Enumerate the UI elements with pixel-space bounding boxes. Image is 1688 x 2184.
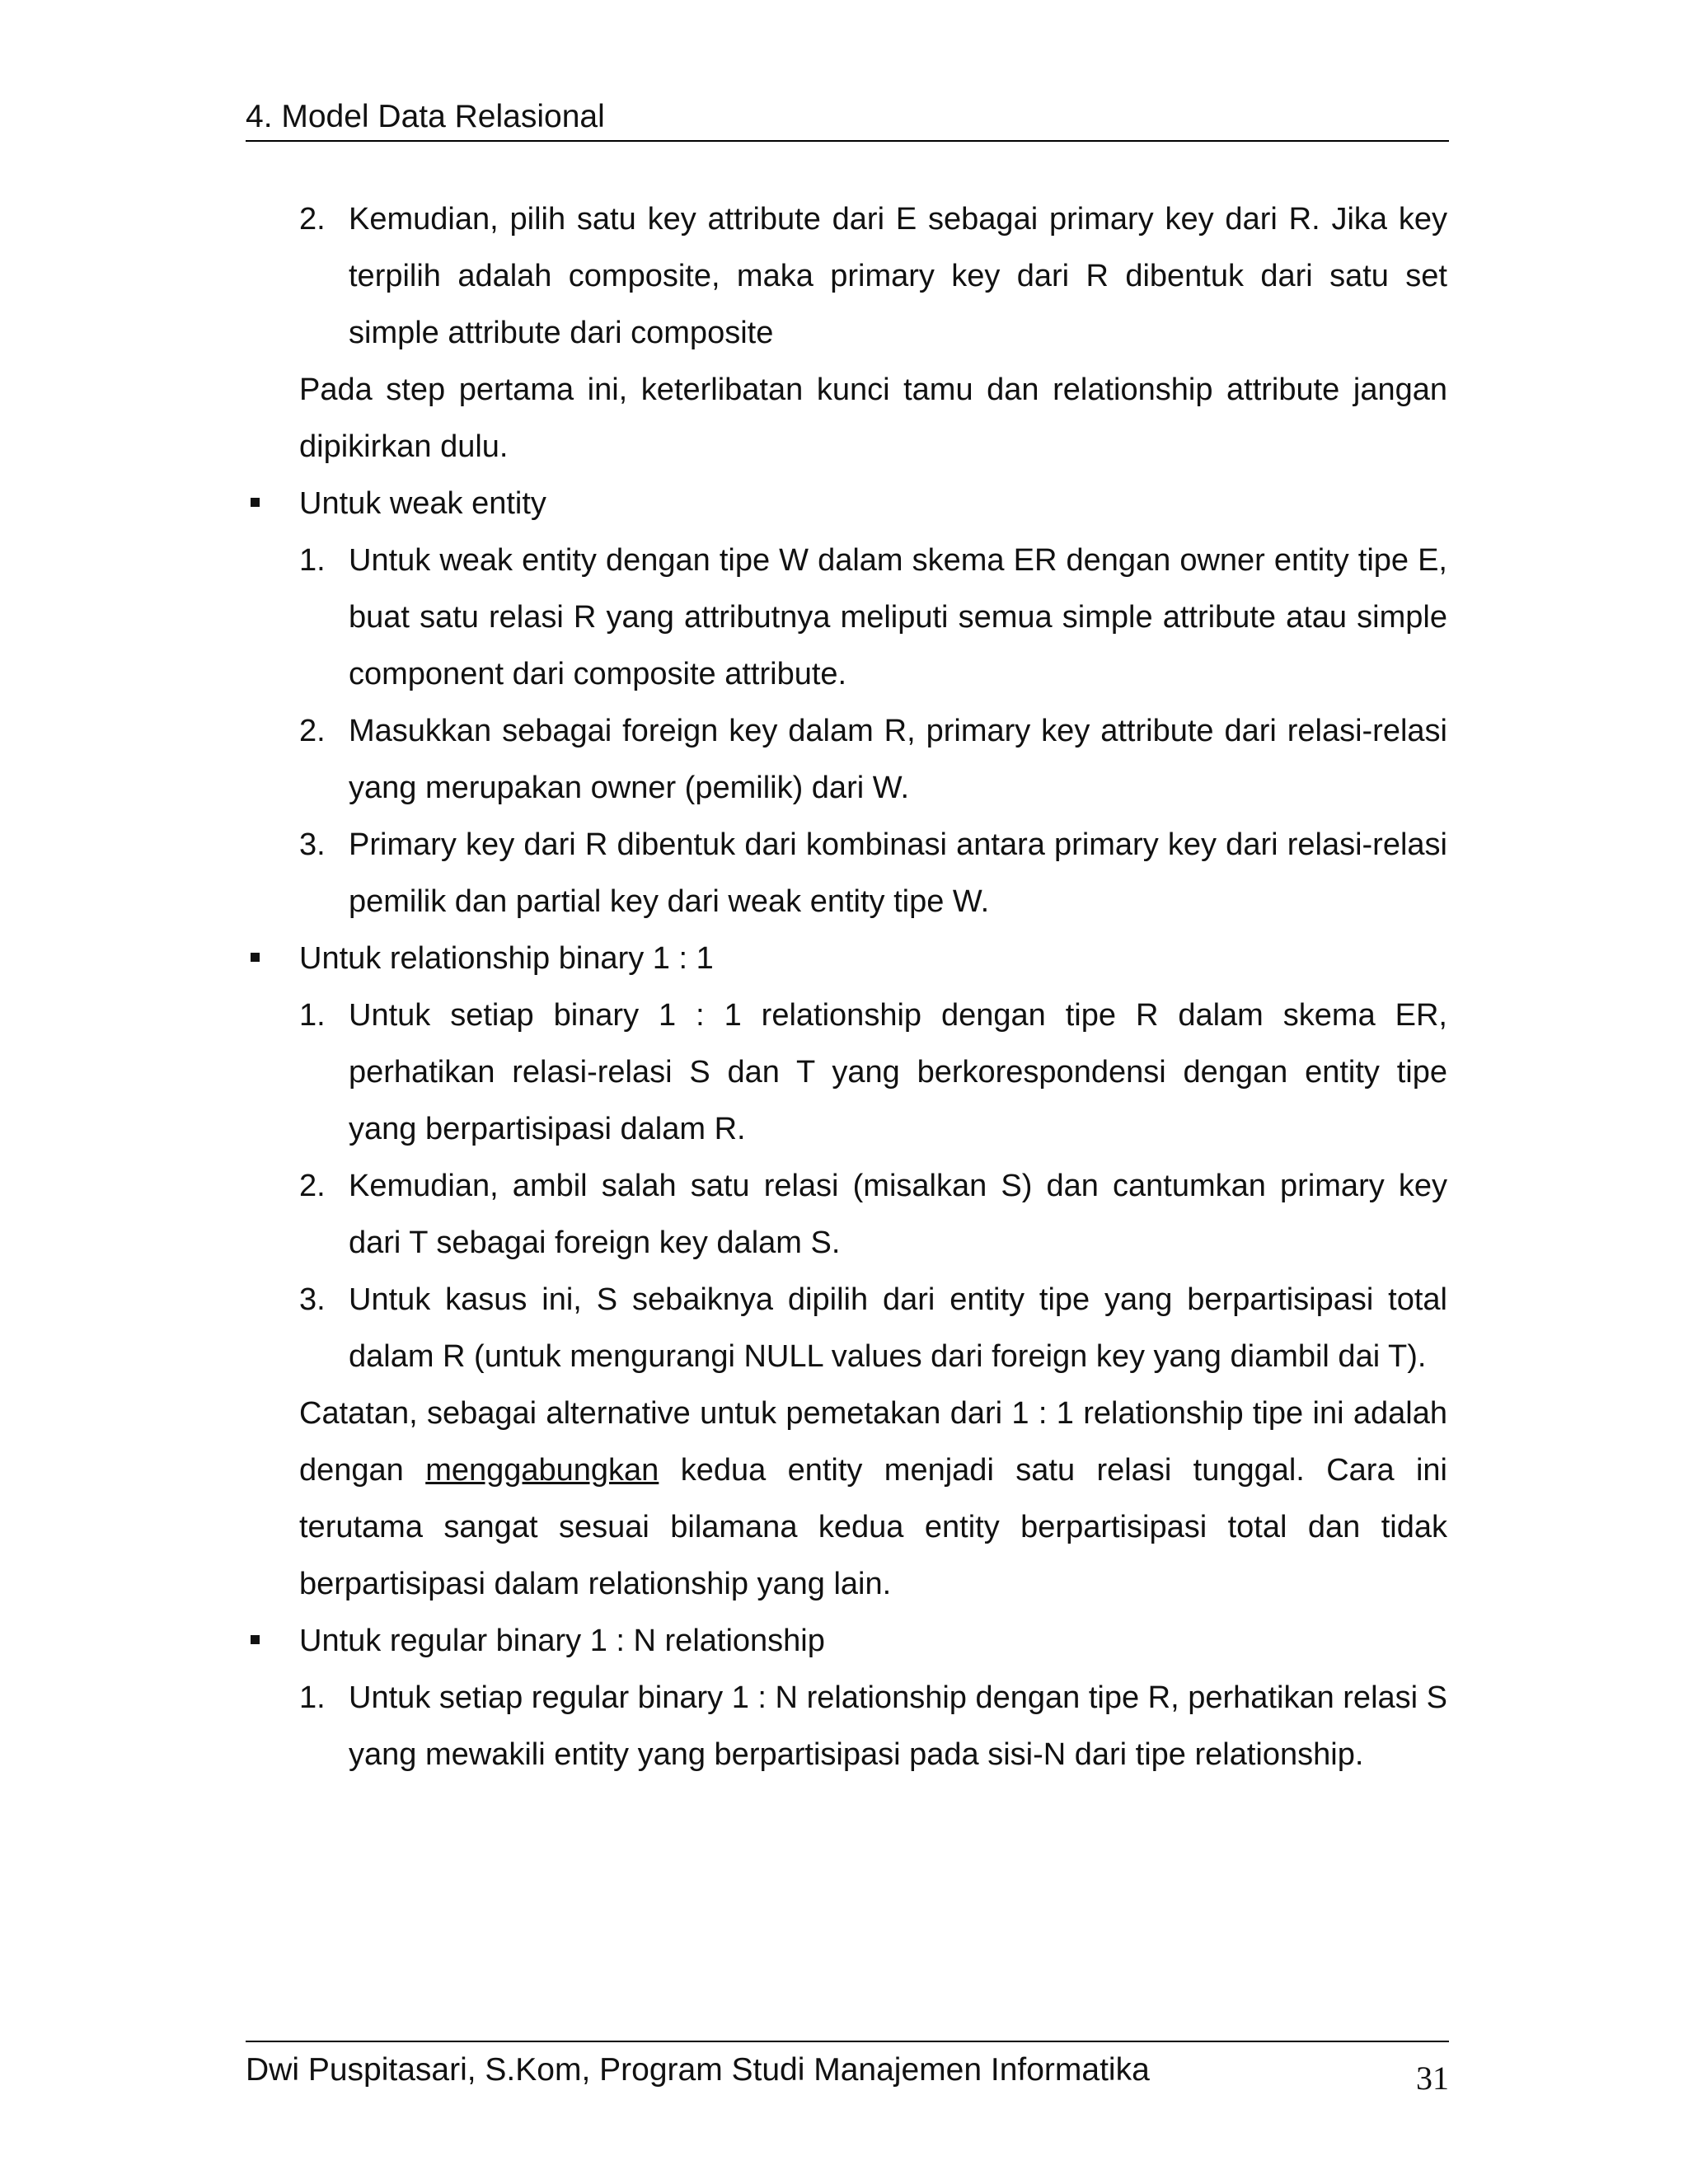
item-number: 3. — [299, 827, 326, 862]
bullet-text: Untuk weak entity — [299, 486, 546, 521]
item-number: 2. — [299, 714, 326, 748]
numbered-item — [246, 1670, 1447, 1783]
underlined-term: menggabungkan — [425, 1453, 659, 1488]
bullet-item — [246, 1613, 1447, 1670]
bullet-square-icon — [251, 1635, 260, 1644]
item-number: 2. — [299, 202, 326, 237]
footer-author: Dwi Puspitasari, S.Kom, Program Studi Manajemen Informatika — [246, 2052, 1150, 2088]
item-text: Masukkan sebagai foreign key dalam R, primary key attribute dari relasi-relasi yang merupakan owner (pemilik) dari W. — [349, 714, 1447, 805]
item-text: Untuk kasus ini, S sebaiknya dipilih dari entity tipe yang berpartisipasi total dalam R (untuk mengurangi NULL values dari foreign key yang diambil dai T). — [349, 1282, 1447, 1374]
numbered-item — [246, 987, 1447, 1158]
paragraph: Pada step pertama ini, keterlibatan kunci tamu dan relationship attribute jangan dipikirkan dulu. — [299, 373, 1447, 464]
page-number: 31 — [1416, 2060, 1449, 2097]
item-text: Kemudian, ambil salah satu relasi (misalkan S) dan cantumkan primary key dari T sebagai foreign key dalam S. — [349, 1169, 1447, 1260]
item-number: 2. — [299, 1169, 326, 1203]
item-number: 1. — [299, 1680, 326, 1715]
bullet-square-icon — [251, 953, 260, 962]
page-content — [246, 191, 1447, 1783]
numbered-item — [246, 1158, 1447, 1272]
numbered-item — [246, 703, 1447, 817]
bullet-text: Untuk relationship binary 1 : 1 — [299, 941, 714, 976]
item-text: Kemudian, pilih satu key attribute dari E sebagai primary key dari R. Jika key terpilih adalah composite, maka primary key dari R dibentuk dari satu set simple attribute dari composite — [349, 202, 1447, 350]
item-number: 1. — [299, 998, 326, 1033]
item-number: 3. — [299, 1282, 326, 1317]
item-text: Untuk setiap binary 1 : 1 relationship dengan tipe R dalam skema ER, perhatikan relasi-relasi S dan T yang berkorespondensi dengan entity tipe yang berpartisipasi dalam R. — [349, 998, 1447, 1146]
note-paragraph: Catatan, sebagai alternative untuk pemetakan dari 1 : 1 relationship tipe ini adalah dengan menggabungkan kedua entity menjadi satu relasi tunggal. Cara ini terutama sangat sesuai bilamana kedua entity berpartisipasi total dan tidak berpartisipasi dalam relationship yang lain. — [299, 1396, 1447, 1601]
bullet-item — [246, 930, 1447, 987]
numbered-item — [246, 817, 1447, 930]
numbered-item — [246, 1272, 1447, 1385]
numbered-item — [246, 532, 1447, 703]
numbered-item — [246, 191, 1447, 362]
page-header — [246, 97, 1449, 142]
item-number: 1. — [299, 543, 326, 578]
bullet-text: Untuk regular binary 1 : N relationship — [299, 1624, 825, 1658]
page-footer — [246, 2041, 1449, 2097]
bullet-square-icon — [251, 498, 260, 507]
item-text: Primary key dari R dibentuk dari kombinasi antara primary key dari relasi-relasi pemilik dan partial key dari weak entity tipe W. — [349, 827, 1447, 919]
bullet-item — [246, 476, 1447, 532]
chapter-title: 4. Model Data Relasional — [246, 99, 605, 134]
item-text: Untuk weak entity dengan tipe W dalam skema ER dengan owner entity tipe E, buat satu relasi R yang attributnya meliputi semua simple attribute atau simple component dari composite attribute. — [349, 543, 1447, 691]
item-text: Untuk setiap regular binary 1 : N relationship dengan tipe R, perhatikan relasi S yang mewakili entity yang berpartisipasi pada sisi-N dari tipe relationship. — [349, 1680, 1447, 1772]
